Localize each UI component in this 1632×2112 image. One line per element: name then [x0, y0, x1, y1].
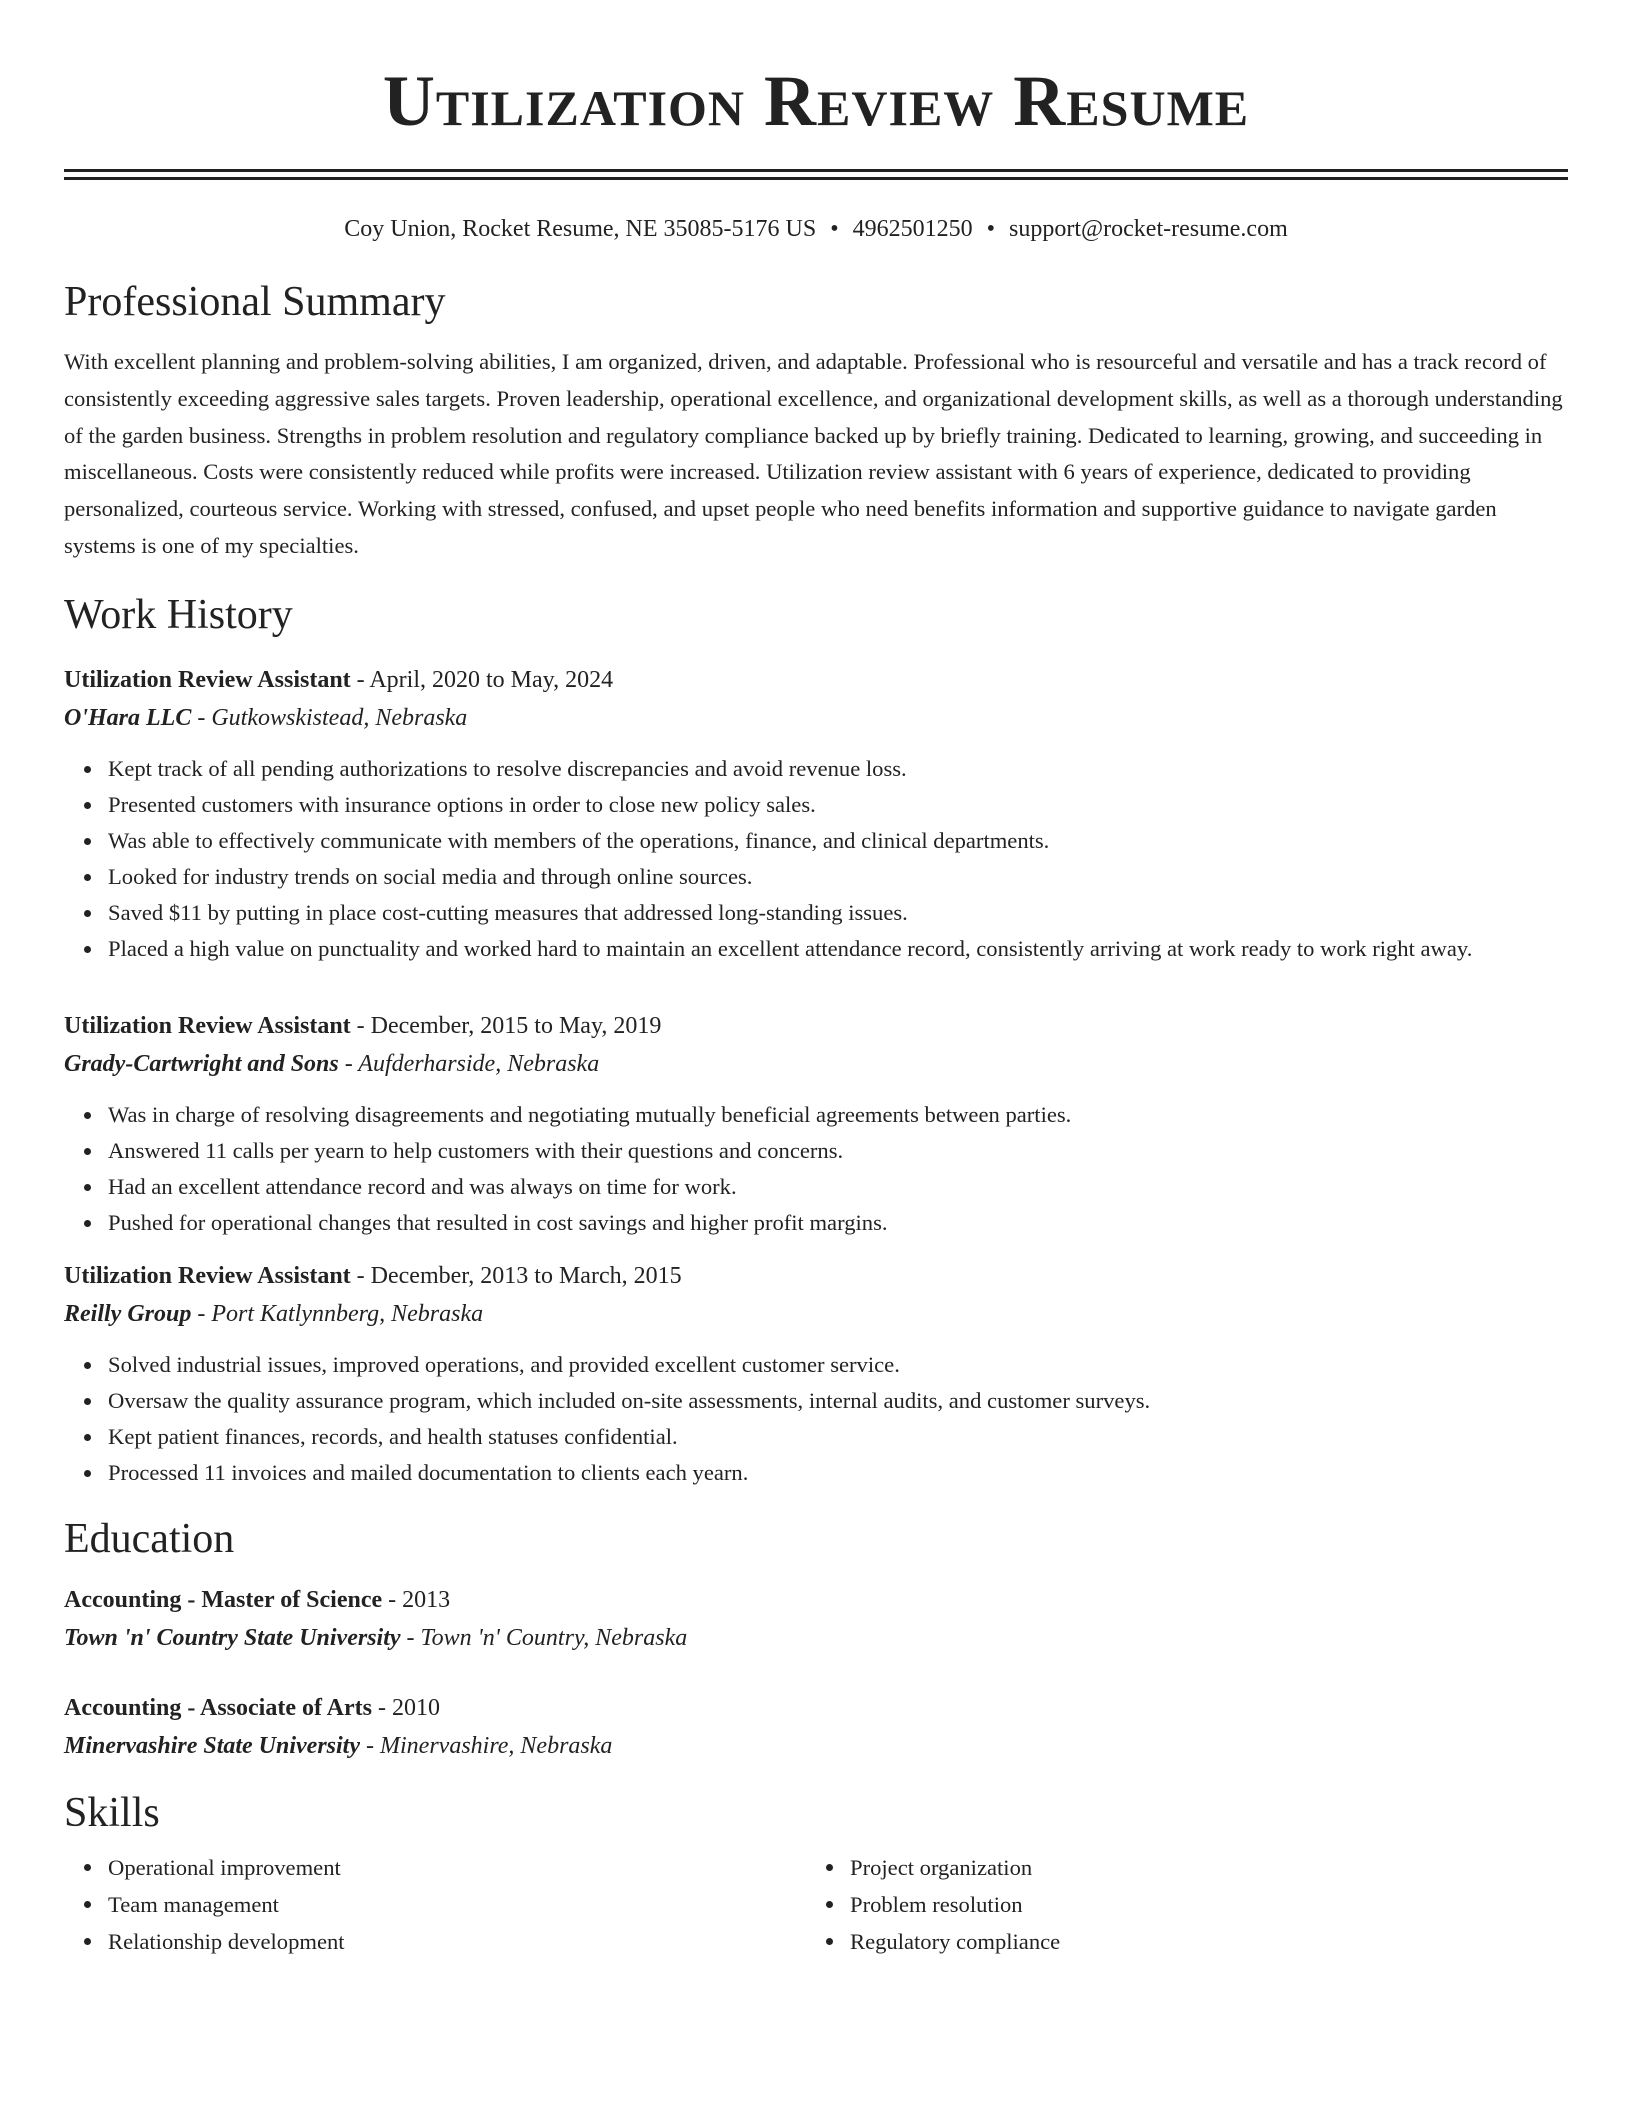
degree-line	[64, 1689, 1568, 1727]
degree: Accounting - Associate of Arts	[64, 1694, 372, 1721]
job-dates: - December, 2013 to March, 2015	[350, 1262, 682, 1289]
school-name: Minervashire State University	[64, 1732, 361, 1759]
skills-list	[64, 1849, 1568, 1960]
job-location: - Gutkowskistead, Nebraska	[191, 704, 468, 731]
list-item: Was able to effectively communicate with members of the operations, finance, and clinical departments.	[108, 823, 1568, 859]
contact-phone: 4962501250	[852, 216, 973, 242]
job-location: - Port Katlynnberg, Nebraska	[191, 1300, 484, 1327]
job-company-line	[64, 1295, 1568, 1333]
list-item: Looked for industry trends on social media and through online sources.	[108, 859, 1568, 895]
contact-address: Coy Union, Rocket Resume, NE 35085-5176 US	[344, 216, 817, 242]
graduation-year: - 2013	[382, 1586, 451, 1613]
school-location: - Town 'n' Country, Nebraska	[400, 1624, 688, 1651]
job-company: Grady-Cartwright and Sons	[64, 1050, 339, 1077]
list-item: Pushed for operational changes that resulted in cost savings and higher profit margins.	[108, 1205, 1568, 1241]
skill-item: Relationship development	[108, 1923, 806, 1960]
education-entry	[64, 1581, 1568, 1657]
education-heading: Education	[64, 1515, 235, 1562]
summary-heading: Professional Summary	[64, 279, 446, 325]
skill-item: Team management	[108, 1886, 806, 1923]
skill-item: Operational improvement	[108, 1849, 806, 1886]
job-dates: - December, 2015 to May, 2019	[350, 1012, 662, 1039]
job-company-line	[64, 1045, 1568, 1083]
job-location: - Aufderharside, Nebraska	[338, 1050, 600, 1077]
summary-text: With excellent planning and problem-solving abilities, I am organized, driven, and adaptable. Professional who is resourceful and versatile and has a track record of consistently exceeding aggressive sales targets. Proven leadership, operational excellence, and organizational development skills, as well as a thorough understanding of the garden business. Strengths in problem resolution and regulatory compliance backed up by briefly training. Dedicated to learning, growing, and succeeding in miscellaneous. Costs were consistently reduced while profits were increased. Utilization review assistant with 6 years of experience, dedicated to providing personalized, courteous service. Working with stressed, confused, and upset people who need benefits information and supportive guidance to navigate garden systems is one of my specialties.	[64, 349, 1563, 558]
job-bullets	[64, 751, 1568, 967]
list-item: Presented customers with insurance options in order to close new policy sales.	[108, 787, 1568, 823]
skill-item: Regulatory compliance	[850, 1923, 1548, 1960]
job-title: Utilization Review Assistant	[64, 1262, 351, 1289]
list-item: Answered 11 calls per yearn to help customers with their questions and concerns.	[108, 1133, 1568, 1169]
work-history-heading: Work History	[64, 591, 293, 638]
job-company: O'Hara LLC	[64, 704, 192, 731]
list-item: Oversaw the quality assurance program, which included on-site assessments, internal audits, and customer surveys.	[108, 1383, 1568, 1419]
job-company: Reilly Group	[64, 1300, 192, 1327]
job-bullets	[64, 1097, 1568, 1241]
job-company-line	[64, 699, 1568, 737]
graduation-year: - 2010	[371, 1694, 440, 1721]
school-location: - Minervashire, Nebraska	[360, 1732, 613, 1759]
skills-column-left	[64, 1849, 806, 1960]
job-entry	[64, 1007, 1568, 1241]
job-title-line	[64, 661, 1568, 699]
list-item: Saved $11 by putting in place cost-cutting measures that addressed long-standing issues.	[108, 895, 1568, 931]
skills-left-list	[64, 1849, 806, 1960]
contact-line	[64, 214, 1568, 244]
skills-column-right	[806, 1849, 1548, 1960]
skills-right-list	[806, 1849, 1548, 1960]
school-line	[64, 1727, 1568, 1765]
degree-line	[64, 1581, 1568, 1619]
job-title: Utilization Review Assistant	[64, 1012, 351, 1039]
contact-separator: •	[830, 216, 839, 242]
job-title-line	[64, 1007, 1568, 1045]
list-item: Kept patient finances, records, and health statuses confidential.	[108, 1419, 1568, 1455]
title-divider-top	[64, 169, 1568, 172]
school-name: Town 'n' Country State University	[64, 1624, 401, 1651]
job-bullets	[64, 1347, 1568, 1491]
job-entry	[64, 1257, 1568, 1491]
degree: Accounting - Master of Science	[64, 1586, 383, 1613]
list-item: Kept track of all pending authorizations to resolve discrepancies and avoid revenue loss.	[108, 751, 1568, 787]
title-divider-bottom	[64, 177, 1568, 180]
skills-heading: Skills	[64, 1789, 160, 1836]
skill-item: Problem resolution	[850, 1886, 1548, 1923]
job-title-line	[64, 1257, 1568, 1295]
list-item: Had an excellent attendance record and was always on time for work.	[108, 1169, 1568, 1205]
document-title: Utilization Review Resume	[382, 61, 1250, 141]
list-item: Was in charge of resolving disagreements and negotiating mutually beneficial agreements between parties.	[108, 1097, 1568, 1133]
contact-email: support@rocket-resume.com	[1009, 216, 1288, 242]
list-item: Solved industrial issues, improved operations, and provided excellent customer service.	[108, 1347, 1568, 1383]
list-item: Placed a high value on punctuality and worked hard to maintain an excellent attendance record, consistently arriving at work ready to work right away.	[108, 931, 1568, 967]
contact-separator: •	[986, 216, 996, 242]
list-item: Processed 11 invoices and mailed documentation to clients each yearn.	[108, 1455, 1568, 1491]
education-entry	[64, 1689, 1568, 1765]
skill-item: Project organization	[850, 1849, 1548, 1886]
school-line	[64, 1619, 1568, 1657]
job-title: Utilization Review Assistant	[64, 666, 351, 693]
job-dates: - April, 2020 to May, 2024	[350, 666, 614, 693]
job-entry	[64, 661, 1568, 967]
